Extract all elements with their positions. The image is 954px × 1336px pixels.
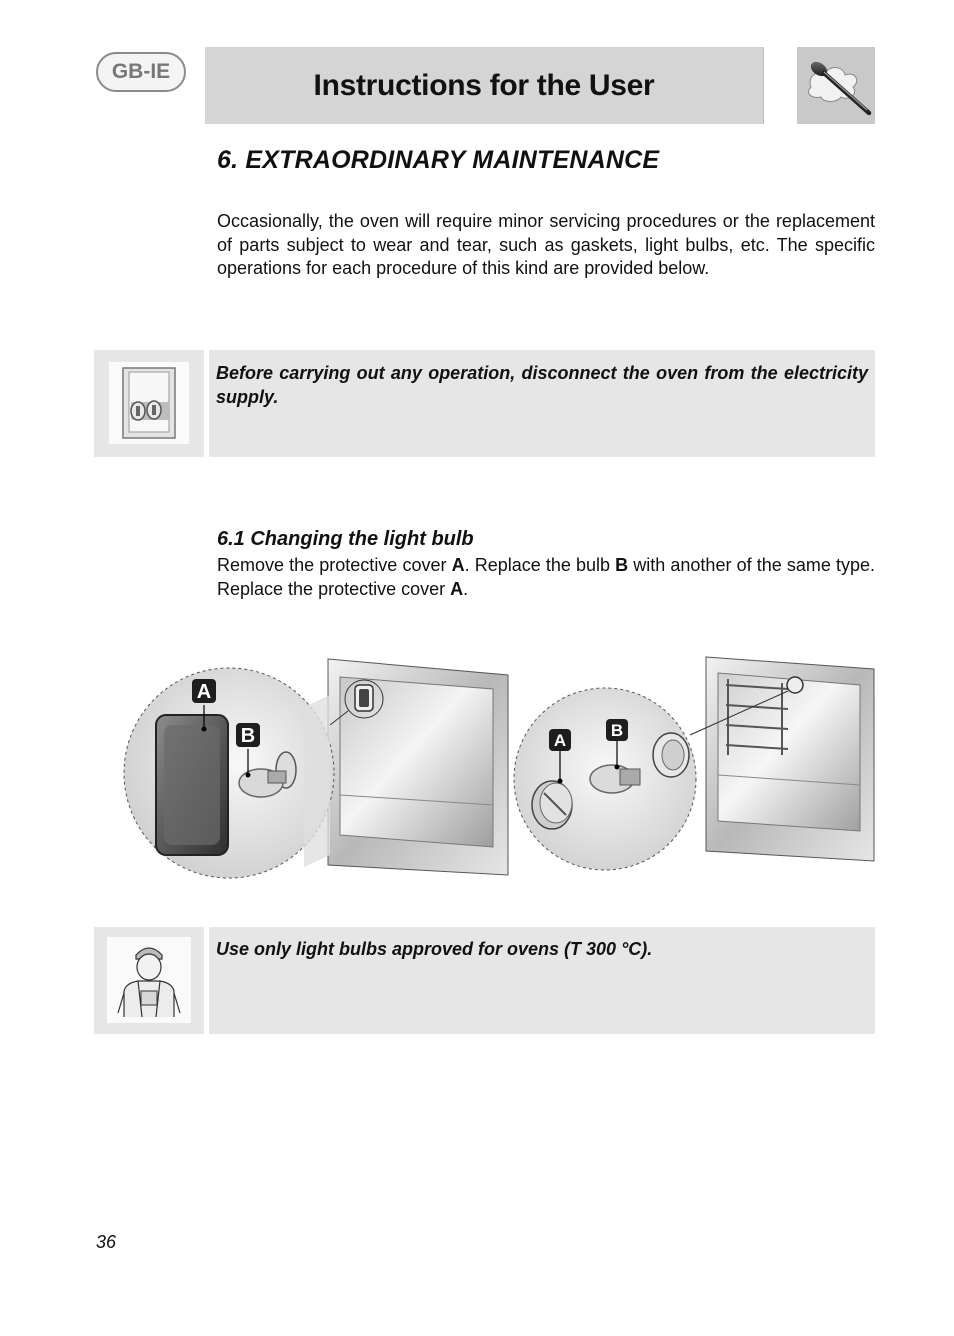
cover-label-a: A	[450, 578, 464, 599]
figure-label-a: A	[196, 681, 212, 703]
figure-label-b: B	[240, 725, 256, 747]
bulb-label-b: B	[615, 555, 629, 575]
intro-paragraph: Occasionally, the oven will require minor servicing procedures or the replacement of parts subject to wear and tear, such as gaskets, light bulbs, etc. The specific operations for each procedure of this kind are provided below.	[217, 211, 875, 278]
page-header-title: Instructions for the User	[313, 68, 655, 102]
bulb-note-text: Use only light bulbs approved for ovens (T 300 °C).	[216, 939, 653, 959]
language-badge: GB-IE	[96, 52, 186, 92]
text-part: . Replace the bulb	[464, 555, 616, 575]
oven-light-figure-right	[508, 655, 878, 885]
figure-label-b: B	[610, 721, 624, 740]
figure-label-a: A	[553, 731, 567, 750]
oven-light-figure-left	[118, 655, 510, 885]
bulb-instructions	[217, 554, 875, 601]
header-bar	[205, 47, 764, 124]
text-part: with another of the same type. Replace the protective cover	[217, 555, 875, 599]
warning-note-text: Before carrying out any operation, disconnect the oven from the electricity supply.	[216, 363, 868, 407]
cover-label-a: A	[451, 555, 465, 575]
text-part: Remove the protective cover	[217, 555, 452, 575]
text-part: .	[463, 578, 469, 599]
section-title: 6. EXTRAORDINARY MAINTENANCE	[217, 146, 660, 174]
chef-spoon-icon	[797, 47, 875, 124]
subsection-title: 6.1 Changing the light bulb	[217, 528, 474, 550]
page-number: 36	[96, 1232, 117, 1252]
oven-knobs-icon	[94, 350, 204, 457]
technician-icon	[94, 927, 204, 1034]
